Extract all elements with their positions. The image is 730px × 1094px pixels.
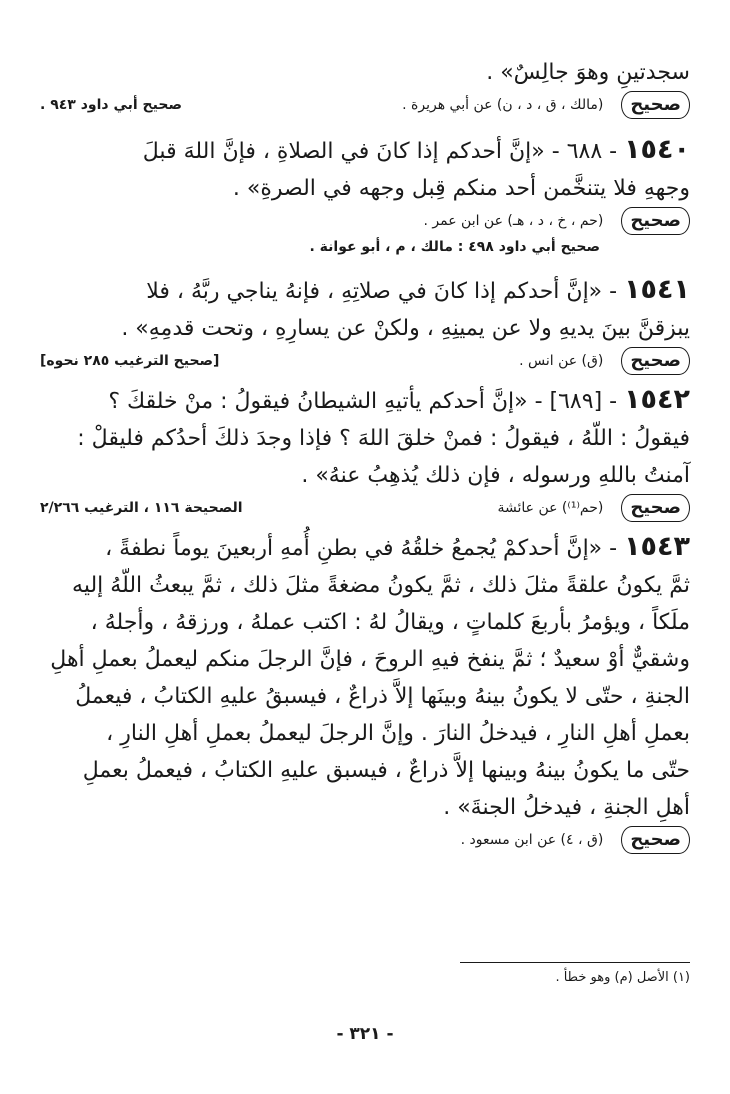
grade-badge: صحيح	[621, 347, 690, 375]
grade-badge: صحيح	[621, 207, 690, 235]
grade-badge: صحيح	[621, 494, 690, 522]
grade-row-1543	[40, 826, 690, 854]
hadith-1542-line-3: آمنتُ باللهِ ورسوله ، فإن ذلك يُذهِبُ عنهُ» .	[301, 463, 690, 488]
grade-row-1541	[40, 347, 690, 375]
grade-sources: (ق ، ٤) عن ابن مسعود .	[460, 832, 604, 848]
page-number: - ٣٢١ -	[336, 1024, 394, 1044]
grade-verdict: [صحيح الترغيب ٢٨٥ نحوه]	[40, 353, 220, 369]
footnote: (١) الأصل (م) وهو خطأ .	[555, 970, 690, 985]
hadith-1540-line-2: وجههِ فلا يتنخَّمن أحد منكم قِبل وجهه في الصرةِ» .	[232, 176, 690, 201]
hadith-1543-line-1: ١٥٤٣ - «إنَّ أحدكمْ يُجمعُ خلقُهُ في بطنِ أُمهِ أربعينَ يوماً نطفةً ،	[105, 531, 690, 562]
hadith-1540-line-1: ١٥٤٠ - ٦٨٨ - «إنَّ أحدكم إذا كانَ في الصلاةِ ، فإنَّ اللهَ قبلَ	[142, 134, 690, 165]
hadith-number: ١٥٤٢	[624, 384, 690, 415]
grade-sources: (مالك ، ق ، د ، ن) عن أبي هريرة .	[402, 97, 604, 113]
hadith-1541-line-2: يبزقنَّ بينَ يديهِ ولا عن يمينِهِ ، ولكنْ عن يسارِهِ ، وتحت قدمِهِ» .	[121, 316, 690, 341]
grade-row-1542	[40, 494, 690, 522]
hadith-1543-line-7: حتّى ما يكونُ بينهُ وبينها إلاَّ ذراعٌ ، فيسبق عليهِ الكتابُ ، فيعملُ بعملِ	[82, 758, 690, 783]
hadith-1543-line-5: الجنةِ ، حتّى لا يكونُ بينهُ وبينَها إلاَّ ذراعٌ ، فيسبقُ عليهِ الكتابُ ، فيعملُ	[75, 684, 690, 709]
hadith-1542-line-1: ١٥٤٢ - [٦٨٩] - «إنَّ أحدكم يأتيهِ الشيطانُ فيقولُ : منْ خلقكَ ؟	[108, 384, 690, 415]
grade-subline: صحيح أبي داود ٤٩٨ : مالك ، م ، أبو عوانة .	[309, 239, 600, 255]
hadith-1541-line-1: ١٥٤١ - «إنَّ أحدكم إذا كانَ في صلاتِهِ ، فإنهُ يناجي ربَّهُ ، فلا	[146, 274, 690, 305]
grade-verdict: صحيح أبي داود ٩٤٣ .	[40, 97, 182, 113]
hadith-1543-line-3: ملَكاً ، ويؤمرُ بأربعَ كلماتٍ ، ويقالُ لهُ : اكتب عملهُ ، ورزقهُ ، وأجلهُ ،	[90, 610, 690, 635]
grade-row-1539	[40, 91, 690, 119]
hadith-1542-line-2: فيقولُ : اللّهُ ، فيقولُ : فمنْ خلقَ اللهَ ؟ فإذا وجدَ ذلكَ أحدُكم فليقلْ :	[77, 426, 690, 451]
hadith-number: ١٥٤١	[624, 274, 690, 305]
grade-sources: (ق) عن انس .	[519, 353, 604, 369]
page-body	[40, 54, 690, 1094]
hadith-1543-line-4: وشقيٌّ أوْ سعيدٌ ؛ ثمَّ ينفخ فيهِ الروحَ ، فإنَّ الرجلَ منكم ليعملُ بعملِ أهلِ	[50, 647, 690, 672]
hadith-number: ١٥٤٣	[624, 531, 690, 562]
grade-sources: (حم⁽¹⁾) عن عائشة	[497, 500, 604, 516]
grade-badge: صحيح	[621, 91, 690, 119]
hadith-1539-tail: سجدتينِ وهوَ جالِسٌ» .	[486, 60, 690, 85]
grade-row-1540	[40, 207, 690, 235]
hadith-1543-line-6: بعملِ أهلِ النارِ ، فيدخلُ النارَ . وإنَّ الرجلَ ليعملُ بعملِ أهلِ النارِ ،	[106, 721, 690, 746]
hadith-number: ١٥٤٠	[624, 134, 690, 165]
footnote-divider	[460, 962, 690, 963]
hadith-1543-line-2: ثمَّ يكونُ علقةً مثلَ ذلك ، ثمَّ يكونُ مضغةً مثلَ ذلك ، ثمَّ يبعثُ اللّهُ إليه	[72, 573, 690, 598]
hadith-1543-line-8: أهلِ الجنةِ ، فيدخلُ الجنةَ» .	[443, 795, 690, 820]
grade-badge: صحيح	[621, 826, 690, 854]
grade-verdict: الصحيحة ١١٦ ، الترغيب ٢/٢٦٦	[40, 500, 243, 516]
grade-sources: (حم ، خ ، د ، هـ) عن ابن عمر .	[423, 213, 604, 229]
